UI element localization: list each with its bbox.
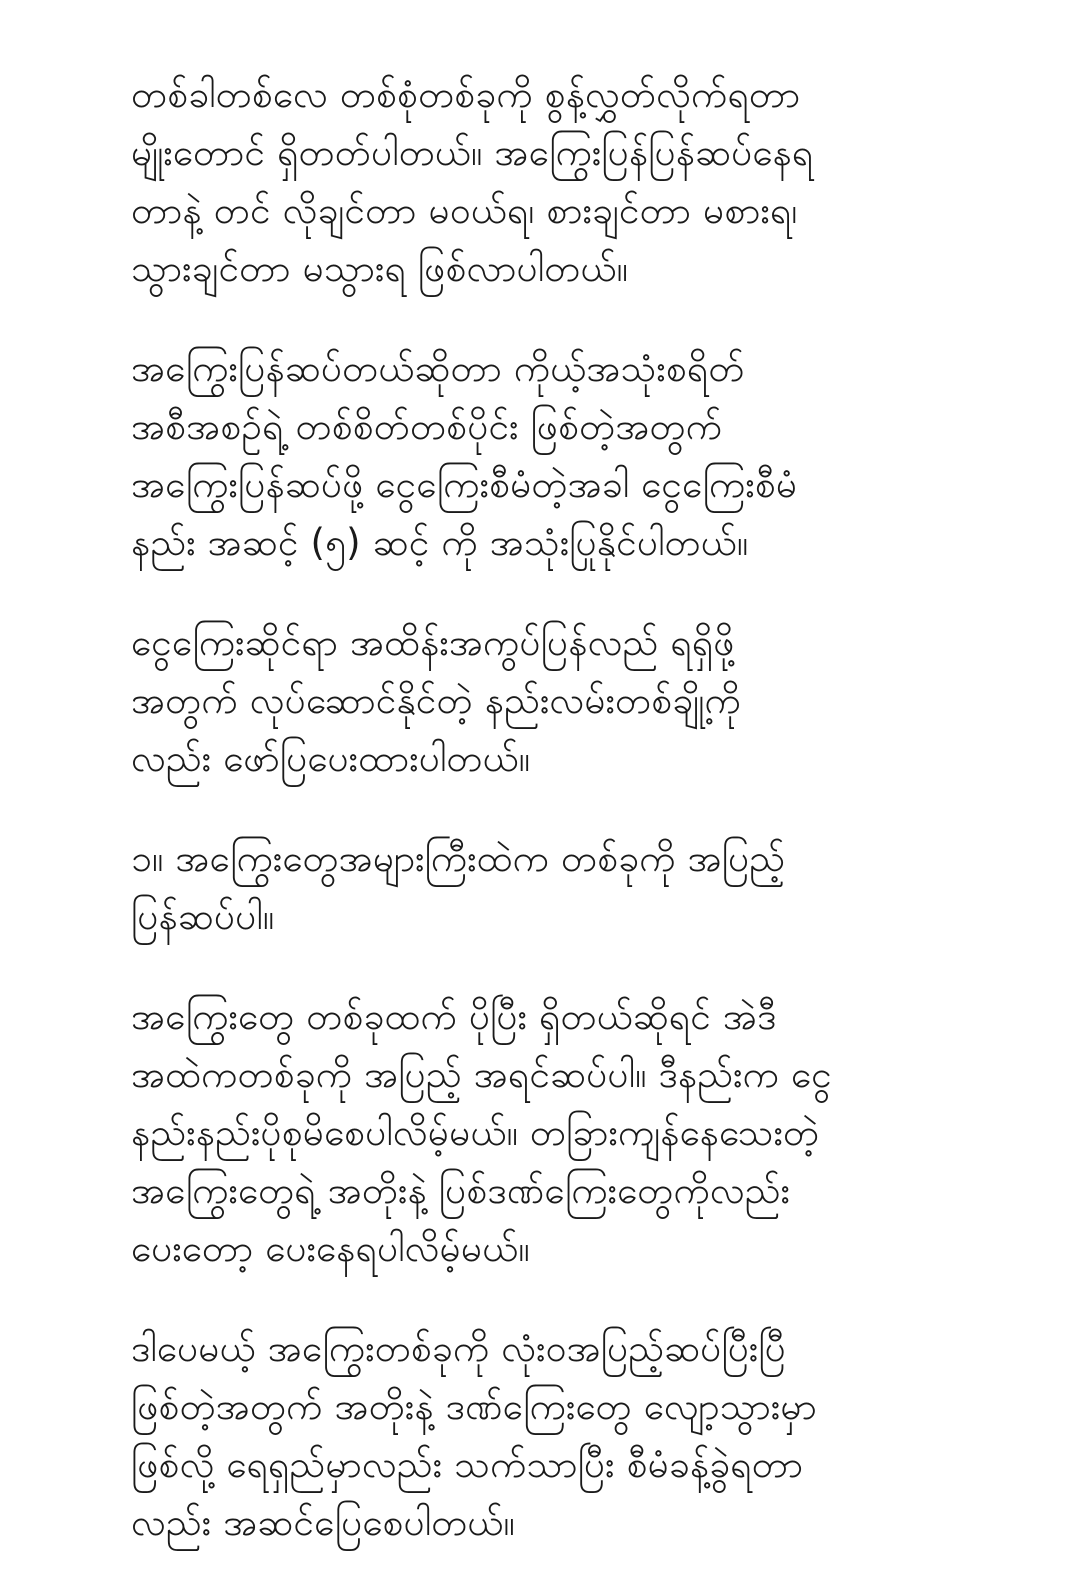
text-line: အထဲကတစ်ခုကို အပြည့် အရင်ဆပ်ပါ။ ဒီနည်းက ငွေ [131,1053,832,1096]
text-line: အစီအစဉ်ရဲ့ တစ်စိတ်တစ်ပိုင်း ဖြစ်တဲ့အတွက် [131,405,723,448]
text-line: သွားချင်တာ မသွားရ ဖြစ်လာပါတယ်။ [131,247,628,290]
text-line: တာနဲ့ တင် လိုချင်တာ မဝယ်ရ၊ စားချင်တာ မစားရ၊ [131,189,798,232]
text-line: တစ်ခါတစ်လေ တစ်စုံတစ်ခုကို စွန့်လွှတ်လိုက်ရတာ [131,73,801,116]
text-line: ငွေကြေးဆိုင်ရာ အထိန်းအကွပ်ပြန်လည် ရရှိဖို့ [131,621,735,664]
text-line: ဖြစ်လို့ ရေရှည်မှာလည်း သက်သာပြီး စီမံခန့်ခွဲရတာ [131,1443,804,1486]
text-line: ပြန်ဆပ်ပါ။ [131,895,275,938]
text-line: ပေးတော့ ပေးနေရပါလိမ့်မယ်။ [131,1227,530,1270]
document-body [131,66,931,1594]
text-line: နည်းနည်းပိုစုမိစေပါလိမ့်မယ်။ တခြားကျန်နေသေးတဲ့ [131,1111,820,1154]
text-line: ဒါပေမယ့် အကြွေးတစ်ခုကို လုံးဝအပြည့်ဆပ်ပြီးပြီ [131,1327,786,1370]
paragraph-6 [131,1320,931,1552]
text-line: အတွက် လုပ်ဆောင်နိုင်တဲ့ နည်းလမ်းတစ်ချို့ကို [131,679,741,722]
text-line: အကြွေးပြန်ဆပ်တယ်ဆိုတာ ကိုယ့်အသုံးစရိတ် [131,347,745,390]
text-line: မျိုးတောင် ရှိတတ်ပါတယ်။ အကြွေးပြန်ပြန်ဆပ်နေရ [131,131,814,174]
paragraph-2 [131,340,931,572]
text-line: လည်း ဖော်ပြပေးထားပါတယ်။ [131,737,531,780]
paragraph-4-heading [131,830,931,946]
paragraph-3 [131,614,931,788]
text-line: လည်း အဆင်ပြေစေပါတယ်။ [131,1501,515,1544]
text-line: အကြွေးတွေ တစ်ခုထက် ပိုပြီး ရှိတယ်ဆိုရင် အဲဒီ [131,995,777,1038]
paragraph-5 [131,988,931,1278]
text-line: ဖြစ်တဲ့အတွက် အတိုးနဲ့ ဒဏ်ကြေးတွေ လျော့သွားမှာ [131,1385,817,1428]
text-line: အကြွေးတွေရဲ့ အတိုးနဲ့ ပြစ်ဒဏ်ကြေးတွေကိုလည်း [131,1169,791,1212]
text-line: ၁။ အကြွေးတွေအများကြီးထဲက တစ်ခုကို အပြည့် [131,837,786,880]
text-line: နည်း အဆင့် (၅) ဆင့် ကို အသုံးပြုနိုင်ပါတယ်။ [131,521,749,564]
paragraph-1 [131,66,931,298]
text-line: အကြွေးပြန်ဆပ်ဖို့ ငွေကြေးစီမံတဲ့အခါ ငွေကြေးစီမံ [131,463,798,506]
